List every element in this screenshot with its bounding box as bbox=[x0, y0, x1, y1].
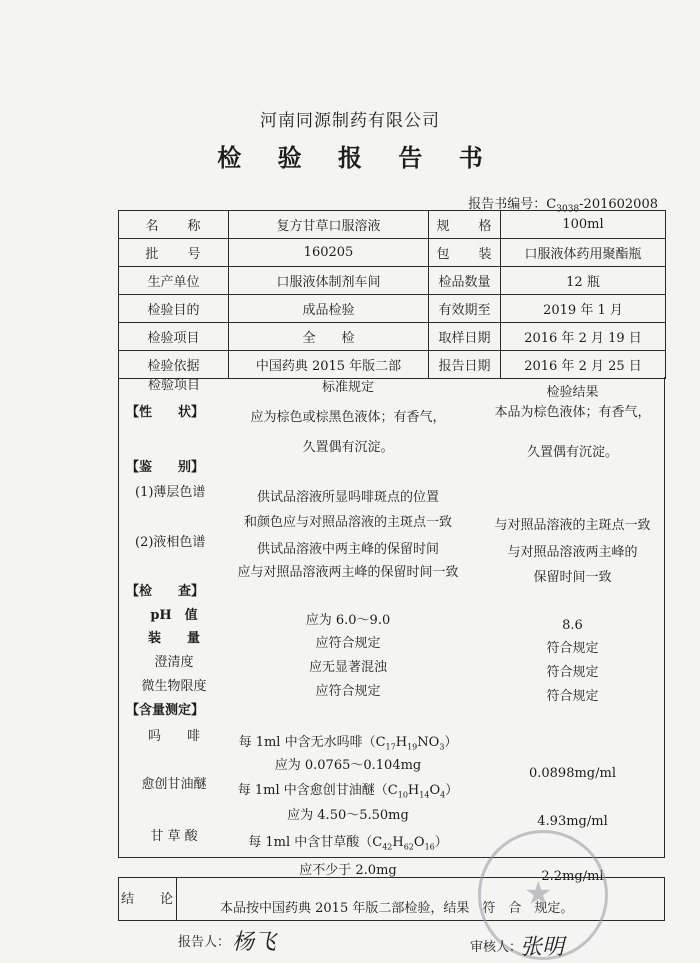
tlc-std-2: 和颜色应与对照品溶液的主斑点一致 bbox=[243, 515, 452, 530]
expiry-label: 有效期至 bbox=[429, 295, 501, 323]
morphine-formula-part: 17 bbox=[385, 742, 396, 752]
ph-label: pH 值 bbox=[150, 608, 198, 623]
section-inspection: 【检 查】 bbox=[126, 584, 205, 599]
ph-result: 8.6 bbox=[562, 618, 583, 633]
morphine-label: 吗 啡 bbox=[147, 729, 200, 744]
name-label: 名 称 bbox=[119, 211, 229, 239]
expiry-value: 2019 年 1 月 bbox=[501, 295, 666, 323]
guaifenesin-formula-part: 4 bbox=[440, 790, 446, 800]
morphine-result: 0.0898mg/ml bbox=[528, 766, 616, 781]
basis-label: 检验依据 bbox=[119, 351, 229, 379]
lc-std-1: 供试品溶液中两主峰的保留时间 bbox=[256, 542, 439, 557]
pack-value: 口服液体药用聚酯瓶 bbox=[501, 239, 666, 267]
ph-std: 应为 6.0～9.0 bbox=[305, 613, 391, 628]
tlc-std-1: 供试品溶液所显吗啡斑点的位置 bbox=[256, 490, 439, 505]
glycyrrhizic-result: 2.2mg/ml bbox=[541, 869, 604, 884]
sample-date-label: 取样日期 bbox=[429, 323, 501, 351]
header-row bbox=[119, 351, 666, 379]
report-number-sub: 3038 bbox=[556, 204, 580, 215]
lc-std-2: 应与对照品溶液两主峰的保留时间一致 bbox=[237, 565, 459, 580]
guaifenesin-formula-part: O bbox=[429, 783, 441, 798]
morphine-formula-part: NO bbox=[417, 735, 440, 750]
section-character: 【性 状】 bbox=[126, 405, 205, 420]
tlc-result: 与对照品溶液的主斑点一致 bbox=[494, 518, 651, 533]
glycyrrhizic-formula-part: 16 bbox=[424, 842, 435, 852]
pack-label: 包 装 bbox=[429, 239, 501, 267]
conclusion-label: 结 论 bbox=[120, 892, 173, 907]
guaifenesin-formula-part: 14 bbox=[419, 790, 430, 800]
spec-label: 规 格 bbox=[429, 211, 501, 239]
fill-std: 应符合规定 bbox=[315, 636, 381, 651]
fill-result: 符合规定 bbox=[546, 641, 599, 656]
guaifenesin-label: 愈创甘油醚 bbox=[141, 777, 207, 792]
lc-result-2: 保留时间一致 bbox=[533, 570, 612, 585]
basis-value: 中国药典 2015 年版二部 bbox=[229, 351, 429, 379]
purpose-label: 检验目的 bbox=[119, 295, 229, 323]
clarity-std: 应无显著混浊 bbox=[308, 660, 387, 675]
seal-star-icon: ★ bbox=[524, 874, 553, 912]
reporter-signature: 杨飞 bbox=[232, 930, 277, 955]
guaifenesin-formula-part: H bbox=[407, 783, 420, 798]
glycyrrhizic-std-1 bbox=[215, 835, 481, 856]
character-res-2: 久置偶有沉淀。 bbox=[526, 445, 618, 460]
glycyrrhizic-std-text: 每 1ml 中含甘草酸（C bbox=[248, 835, 383, 850]
purpose-value: 成品检验 bbox=[229, 295, 429, 323]
glycyrrhizic-formula-part: 42 bbox=[382, 842, 393, 852]
micro-label: 微生物限度 bbox=[141, 679, 207, 694]
qty-label: 检品数量 bbox=[429, 267, 501, 295]
report-number-label: 报告书编号： bbox=[468, 197, 547, 212]
batch-value: 160205 bbox=[229, 239, 429, 267]
reviewer-label: 审核人： bbox=[470, 940, 523, 955]
company-name: 河南同源制药有限公司 bbox=[260, 111, 440, 131]
column-result-head: 检验结果 bbox=[546, 385, 599, 400]
item-value: 全 检 bbox=[229, 323, 429, 351]
header-row bbox=[119, 295, 666, 323]
clarity-result: 符合规定 bbox=[546, 665, 599, 680]
glycyrrhizic-formula-part: 62 bbox=[403, 842, 414, 852]
reporter-label: 报告人： bbox=[178, 935, 231, 950]
document-title: 检 验 报 告 书 bbox=[217, 144, 497, 172]
morphine-formula-part: 19 bbox=[407, 742, 418, 752]
sample-date-value: 2016 年 2 月 19 日 bbox=[501, 323, 666, 351]
header-row bbox=[119, 239, 666, 267]
morphine-formula-part: ） bbox=[444, 735, 458, 750]
conclusion-text: 本品按中国药典 2015 年版二部检验，结果 符 合 规定。 bbox=[220, 901, 574, 916]
report-date-label: 报告日期 bbox=[429, 351, 501, 379]
glycyrrhizic-formula-part: ） bbox=[434, 835, 448, 850]
report-date-value: 2016 年 2 月 25 日 bbox=[501, 351, 666, 379]
character-std-1: 应为棕色或棕黑色液体；有香气， bbox=[250, 410, 446, 425]
tlc-label: (1)薄层色谱 bbox=[135, 485, 206, 500]
glycyrrhizic-label: 甘 草 酸 bbox=[150, 829, 198, 844]
unit-label: 生产单位 bbox=[119, 267, 229, 295]
lc-result-1: 与对照品溶液两主峰的 bbox=[507, 545, 638, 560]
header-row bbox=[119, 267, 666, 295]
report-number-suffix: -201602008 bbox=[579, 197, 658, 212]
morphine-std-1 bbox=[215, 735, 481, 756]
fill-label: 装 量 bbox=[147, 631, 200, 646]
guaifenesin-std-text: 每 1ml 中含愈创甘油醚（C bbox=[237, 783, 398, 798]
section-identification: 【鉴 别】 bbox=[126, 460, 205, 475]
morphine-formula-part: 3 bbox=[439, 742, 445, 752]
guaifenesin-formula-part: ） bbox=[445, 783, 459, 798]
qty-value: 12 瓶 bbox=[501, 267, 666, 295]
report-number-prefix: C bbox=[546, 197, 557, 212]
batch-label: 批 号 bbox=[119, 239, 229, 267]
column-item-head: 检验项目 bbox=[147, 378, 200, 393]
header-row bbox=[119, 323, 666, 351]
morphine-std-text: 每 1ml 中含无水吗啡（C bbox=[238, 735, 386, 750]
glycyrrhizic-formula-part: H bbox=[392, 835, 404, 850]
unit-value: 口服液体制剂车间 bbox=[229, 267, 429, 295]
micro-result: 符合规定 bbox=[546, 689, 599, 704]
name-value: 复方甘草口服溶液 bbox=[229, 211, 429, 239]
guaifenesin-std-2: 应为 4.50～5.50mg bbox=[287, 808, 409, 823]
guaifenesin-std-1 bbox=[215, 783, 481, 804]
lc-label: (2)液相色谱 bbox=[135, 535, 206, 550]
item-label: 检验项目 bbox=[119, 323, 229, 351]
header-row bbox=[119, 211, 666, 239]
conclusion-divider bbox=[176, 877, 177, 921]
guaifenesin-result: 4.93mg/ml bbox=[537, 814, 608, 829]
glycyrrhizic-formula-part: O bbox=[413, 835, 425, 850]
character-std-2: 久置偶有沉淀。 bbox=[302, 440, 394, 455]
clarity-label: 澄清度 bbox=[154, 655, 194, 670]
micro-std: 应符合规定 bbox=[315, 684, 381, 699]
reviewer-signature: 张明 bbox=[520, 935, 565, 960]
spec-value: 100ml bbox=[501, 211, 666, 239]
morphine-formula-part: H bbox=[395, 735, 408, 750]
glycyrrhizic-std-2: 应不少于 2.0mg bbox=[299, 863, 397, 878]
header-table bbox=[118, 210, 666, 379]
section-assay: 【含量测定】 bbox=[126, 703, 205, 718]
morphine-std-2: 应为 0.0765～0.104mg bbox=[274, 758, 422, 773]
guaifenesin-formula-part: 10 bbox=[397, 790, 408, 800]
character-res-1: 本品为棕色液体；有香气， bbox=[494, 405, 651, 420]
column-standard-head: 标准规定 bbox=[321, 380, 374, 395]
